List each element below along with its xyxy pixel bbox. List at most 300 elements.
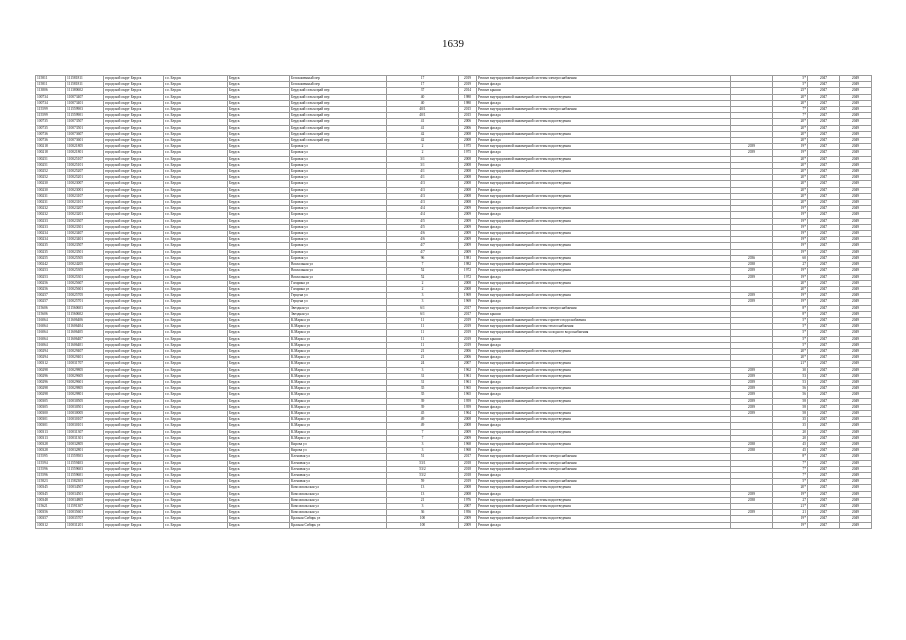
cell-work-type: Ремонт фасада <box>477 212 731 218</box>
cell-work-type: Ремонт фасада <box>477 224 731 230</box>
cell-municipality: городской округ Бердск <box>104 324 164 330</box>
cell-id: 115599 <box>36 107 66 113</box>
cell-rating: 20* <box>773 181 808 187</box>
cell-year-from: 2047 <box>808 504 840 510</box>
cell-code: 110021801 <box>66 150 104 156</box>
cell-street: Боровая ул <box>290 212 387 218</box>
cell-settlement: Бердск <box>228 460 290 466</box>
cell-year-to: 2049 <box>840 497 872 503</box>
cell-settlement: Бердск <box>228 212 290 218</box>
cell-locality-type: г.о. Бердск <box>164 224 228 230</box>
cell-house: 4/3 <box>387 193 459 199</box>
cell-deadline-a: 2039 <box>731 404 773 410</box>
cell-settlement: Бердск <box>228 423 290 429</box>
cell-house: 53/1 <box>387 460 459 466</box>
cell-year-from: 2047 <box>808 392 840 398</box>
cell-year-from: 2047 <box>808 305 840 311</box>
cell-locality-type: г.о. Бердск <box>164 305 228 311</box>
cell-house: 2 <box>387 144 459 150</box>
cell-settlement: Бердск <box>228 268 290 274</box>
cell-rating: 20* <box>773 169 808 175</box>
cell-year-to: 2049 <box>840 231 872 237</box>
cell-municipality: городской округ Бердск <box>104 299 164 305</box>
cell-year-to: 2049 <box>840 367 872 373</box>
cell-year-from: 2047 <box>808 491 840 497</box>
cell-code: 110025201 <box>66 175 104 181</box>
cell-id: 115596 <box>36 473 66 479</box>
cell-settlement: Бердск <box>228 522 290 528</box>
cell-code: 110073507 <box>66 119 104 125</box>
cell-year-to: 2049 <box>840 324 872 330</box>
cell-year-to: 2049 <box>840 330 872 336</box>
cell-id: 100296 <box>36 379 66 385</box>
cell-work-type: Ремонт фасада <box>477 473 731 479</box>
cell-rating: 20* <box>773 94 808 100</box>
cell-municipality: городской округ Бердск <box>104 423 164 429</box>
cell-municipality: городской округ Бердск <box>104 485 164 491</box>
cell-settlement: Бердск <box>228 497 290 503</box>
cell-year-from: 2047 <box>808 317 840 323</box>
cell-deadline-a: 2039 <box>731 491 773 497</box>
cell-municipality: городской округ Бердск <box>104 311 164 317</box>
cell-street: Красная Сибирь ул <box>290 522 387 528</box>
cell-code: 110023101 <box>66 200 104 206</box>
cell-year: 2019 <box>459 479 477 485</box>
cell-year: 2009 <box>459 516 477 522</box>
cell-locality-type: г.о. Бердск <box>164 441 228 447</box>
cell-year-from: 2047 <box>808 150 840 156</box>
cell-year-to: 2049 <box>840 286 872 292</box>
cell-year: 1956 <box>459 510 477 516</box>
cell-id: 100357 <box>36 516 66 522</box>
cell-rating: 20* <box>773 100 808 106</box>
cell-code: 111380602 <box>66 88 104 94</box>
cell-street: Красная Сибирь ул <box>290 516 387 522</box>
cell-year: 2008 <box>459 187 477 193</box>
cell-year: 2017 <box>459 454 477 460</box>
cell-municipality: городской округ Бердск <box>104 181 164 187</box>
cell-id: 100232 <box>36 206 66 212</box>
cell-code: 110025505 <box>66 255 104 261</box>
cell-work-type: Ремонт внутридомовой инженерной системы водоотведения <box>477 386 731 392</box>
cell-street: Комсомольская ул <box>290 491 387 497</box>
cell-rating: 19* <box>773 237 808 243</box>
cell-id: 100235 <box>36 249 66 255</box>
cell-settlement: Бердск <box>228 435 290 441</box>
cell-code: 110035707 <box>66 516 104 522</box>
cell-rating: 19* <box>773 218 808 224</box>
cell-settlement: Бердск <box>228 175 290 181</box>
cell-rating: 7* <box>773 473 808 479</box>
cell-house: 13 <box>387 491 459 497</box>
cell-rating: 5* <box>773 479 808 485</box>
cell-work-type: Ремонт внутридомовой инженерной системы водоотведения <box>477 361 731 367</box>
cell-house: 37 <box>387 88 459 94</box>
cell-street: Комсомольская ул <box>290 485 387 491</box>
cell-year: 2007 <box>459 504 477 510</box>
cell-municipality: городской округ Бердск <box>104 448 164 454</box>
cell-year-to: 2049 <box>840 262 872 268</box>
cell-year-to: 2049 <box>840 293 872 299</box>
cell-year: 2019 <box>459 76 477 82</box>
cell-rating: 20* <box>773 175 808 181</box>
cell-rating: 21* <box>773 504 808 510</box>
cell-year-to: 2049 <box>840 212 872 218</box>
cell-id: 115811 <box>36 82 66 88</box>
cell-locality-type: г.о. Бердск <box>164 367 228 373</box>
cell-street: К.Маркса ул <box>290 392 387 398</box>
cell-id: 100242 <box>36 262 66 268</box>
cell-deadline-a: 2039 <box>731 367 773 373</box>
cell-year-from: 2047 <box>808 162 840 168</box>
cell-work-type: Ремонт внутридомовой инженерной системы водоотведения <box>477 497 731 503</box>
cell-year: 1972 <box>459 268 477 274</box>
cell-code: 110031201 <box>66 522 104 528</box>
cell-year-from: 2047 <box>808 131 840 137</box>
cell-rating: 7* <box>773 466 808 472</box>
cell-deadline-a: 2039 <box>731 299 773 305</box>
cell-municipality: городской округ Бердск <box>104 125 164 131</box>
cell-house: 35 <box>387 392 459 398</box>
cell-code: 110031707 <box>66 361 104 367</box>
cell-work-type: Ремонт внутридомовой инженерной системы водоотведения <box>477 410 731 416</box>
cell-code: 111559603 <box>66 466 104 472</box>
cell-year-from: 2047 <box>808 429 840 435</box>
cell-locality-type: г.о. Бердск <box>164 262 228 268</box>
cell-code: 111606406 <box>66 317 104 323</box>
cell-id: 100300 <box>36 410 66 416</box>
cell-street: К.Маркса ул <box>290 435 387 441</box>
cell-municipality: городской округ Бердск <box>104 497 164 503</box>
cell-deadline-a: 2038 <box>731 497 773 503</box>
cell-code: 110030501 <box>66 404 104 410</box>
cell-rating: 19* <box>773 144 808 150</box>
cell-work-type: Ремонт внутридомовой инженерной системы электроснабжения <box>477 107 731 113</box>
cell-locality-type: г.о. Бердск <box>164 231 228 237</box>
cell-house: 7 <box>387 429 459 435</box>
cell-year-from: 2047 <box>808 169 840 175</box>
cell-house: 21 <box>387 348 459 354</box>
cell-code: 110023401 <box>66 237 104 243</box>
cell-year-from: 2047 <box>808 516 840 522</box>
cell-code: 110073407 <box>66 94 104 100</box>
cell-rating: 20* <box>773 485 808 491</box>
cell-locality-type: г.о. Бердск <box>164 423 228 429</box>
cell-settlement: Бердск <box>228 410 290 416</box>
cell-settlement: Бердск <box>228 454 290 460</box>
cell-code: 111581811 <box>66 76 104 82</box>
registry-table-body <box>36 76 872 529</box>
cell-year-to: 2049 <box>840 113 872 119</box>
cell-work-type: Ремонт крыши <box>477 311 731 317</box>
cell-locality-type: г.о. Бердск <box>164 522 228 528</box>
cell-municipality: городской округ Бердск <box>104 417 164 423</box>
cell-locality-type: г.о. Бердск <box>164 348 228 354</box>
cell-street: Вокзальная ул <box>290 262 387 268</box>
cell-year-to: 2049 <box>840 76 872 82</box>
cell-house: 39 <box>387 398 459 404</box>
cell-locality-type: г.о. Бердск <box>164 76 228 82</box>
cell-year-from: 2047 <box>808 206 840 212</box>
cell-house: 3 <box>387 367 459 373</box>
cell-year: 2019 <box>459 342 477 348</box>
cell-work-type: Ремонт фасада <box>477 522 731 528</box>
cell-code: 110025305 <box>66 268 104 274</box>
cell-street: Комсомольская ул <box>290 504 387 510</box>
cell-locality-type: г.о. Бердск <box>164 311 228 317</box>
cell-year-to: 2049 <box>840 119 872 125</box>
cell-work-type: Ремонт внутридомовой инженерной системы электроснабжения <box>477 479 731 485</box>
cell-year: 1969 <box>459 293 477 299</box>
cell-work-type: Ремонт фасада <box>477 435 731 441</box>
cell-year-from: 2047 <box>808 100 840 106</box>
cell-code: 110073401 <box>66 100 104 106</box>
cell-id: 100256 <box>36 280 66 286</box>
cell-work-type: Ремонт фасада <box>477 342 731 348</box>
cell-year-to: 2049 <box>840 386 872 392</box>
cell-settlement: Бердск <box>228 379 290 385</box>
registry-table <box>35 75 872 529</box>
cell-municipality: городской округ Бердск <box>104 82 164 88</box>
cell-locality-type: г.о. Бердск <box>164 379 228 385</box>
cell-year-from: 2047 <box>808 373 840 379</box>
cell-id: 116064 <box>36 336 66 342</box>
cell-year: 2008 <box>459 200 477 206</box>
cell-locality-type: г.о. Бердск <box>164 162 228 168</box>
cell-settlement: Бердск <box>228 510 290 516</box>
cell-year-from: 2047 <box>808 348 840 354</box>
cell-house: 49 <box>387 417 459 423</box>
cell-year-to: 2049 <box>840 348 872 354</box>
cell-year-to: 2049 <box>840 336 872 342</box>
cell-year-from: 2047 <box>808 224 840 230</box>
cell-deadline-a: 2039 <box>731 398 773 404</box>
cell-year-from: 2047 <box>808 144 840 150</box>
cell-year: 2017 <box>459 305 477 311</box>
cell-municipality: городской округ Бердск <box>104 429 164 435</box>
cell-work-type: Ремонт фасада <box>477 200 731 206</box>
cell-year-from: 2047 <box>808 181 840 187</box>
cell-municipality: городской округ Бердск <box>104 131 164 137</box>
cell-code: 110073607 <box>66 131 104 137</box>
cell-code: 110034507 <box>66 485 104 491</box>
cell-settlement: Бердск <box>228 448 290 454</box>
cell-year-to: 2049 <box>840 317 872 323</box>
cell-settlement: Бердск <box>228 473 290 479</box>
cell-year: 2019 <box>459 317 477 323</box>
cell-locality-type: г.о. Бердск <box>164 361 228 367</box>
cell-work-type: Ремонт фасада <box>477 379 731 385</box>
cell-street: Боровая ул <box>290 243 387 249</box>
cell-settlement: Бердск <box>228 193 290 199</box>
cell-locality-type: г.о. Бердск <box>164 355 228 361</box>
cell-street: Белокаменный пер <box>290 82 387 88</box>
cell-work-type: Ремонт внутридомовой инженерной системы водоотведения <box>477 218 731 224</box>
cell-rating: 27 <box>773 262 808 268</box>
cell-year-from: 2047 <box>808 448 840 454</box>
cell-street: К.Маркса ул <box>290 336 387 342</box>
cell-year: 2008 <box>459 131 477 137</box>
cell-year-to: 2049 <box>840 491 872 497</box>
cell-deadline-a: 2039 <box>731 410 773 416</box>
cell-settlement: Бердск <box>228 441 290 447</box>
cell-year-to: 2049 <box>840 175 872 181</box>
cell-year: 2008 <box>459 286 477 292</box>
cell-settlement: Бердск <box>228 237 290 243</box>
cell-locality-type: г.о. Бердск <box>164 417 228 423</box>
cell-house: 52 <box>387 268 459 274</box>
cell-rating: 19* <box>773 491 808 497</box>
cell-locality-type: г.о. Бердск <box>164 144 228 150</box>
cell-municipality: городской округ Бердск <box>104 76 164 82</box>
cell-work-type: Ремонт крыши <box>477 88 731 94</box>
cell-id: 100294 <box>36 355 66 361</box>
cell-house: 7 <box>387 435 459 441</box>
cell-year-to: 2049 <box>840 243 872 249</box>
cell-year-from: 2047 <box>808 113 840 119</box>
cell-id: 100218 <box>36 144 66 150</box>
cell-year-to: 2049 <box>840 218 872 224</box>
cell-id: 100345 <box>36 491 66 497</box>
cell-locality-type: г.о. Бердск <box>164 286 228 292</box>
cell-year-to: 2049 <box>840 131 872 137</box>
cell-year: 1961 <box>459 373 477 379</box>
cell-work-type: Ремонт внутридомовой инженерной системы водоотведения <box>477 262 731 268</box>
cell-street: Вокзальная ул <box>290 268 387 274</box>
cell-id: 100328 <box>36 448 66 454</box>
cell-deadline-a: 2039 <box>731 510 773 516</box>
cell-code: 111591307 <box>66 504 104 510</box>
cell-municipality: городской округ Бердск <box>104 330 164 336</box>
cell-id: 116064 <box>36 324 66 330</box>
cell-year-to: 2049 <box>840 268 872 274</box>
cell-year-from: 2047 <box>808 200 840 206</box>
cell-municipality: городской округ Бердск <box>104 187 164 193</box>
cell-street: Боровая ул <box>290 200 387 206</box>
cell-locality-type: г.о. Бердск <box>164 410 228 416</box>
cell-house: 3/1 <box>387 162 459 168</box>
cell-work-type: Ремонт фасада <box>477 175 731 181</box>
cell-rating: 20* <box>773 131 808 137</box>
cell-year-to: 2049 <box>840 94 872 100</box>
cell-code: 110021805 <box>66 144 104 150</box>
cell-locality-type: г.о. Бердск <box>164 206 228 212</box>
cell-work-type: Ремонт фасада <box>477 423 731 429</box>
cell-work-type: Ремонт внутридомовой инженерной системы водоотведения <box>477 144 731 150</box>
cell-rating: 5* <box>773 317 808 323</box>
cell-year-from: 2047 <box>808 107 840 113</box>
cell-municipality: городской округ Бердск <box>104 491 164 497</box>
cell-street: Боровая ул <box>290 181 387 187</box>
cell-municipality: городской округ Бердск <box>104 113 164 119</box>
cell-id: 100328 <box>36 441 66 447</box>
cell-municipality: городской округ Бердск <box>104 510 164 516</box>
cell-settlement: Бердск <box>228 88 290 94</box>
cell-year-to: 2049 <box>840 100 872 106</box>
cell-street: К.Маркса ул <box>290 348 387 354</box>
cell-year-from: 2047 <box>808 311 840 317</box>
cell-year: 2006 <box>459 348 477 354</box>
cell-settlement: Бердск <box>228 218 290 224</box>
cell-municipality: городской округ Бердск <box>104 379 164 385</box>
cell-year-from: 2047 <box>808 404 840 410</box>
cell-house: 36 <box>387 510 459 516</box>
cell-work-type: Ремонт фасада <box>477 274 731 280</box>
cell-year: 2018 <box>459 473 477 479</box>
cell-year: 2008 <box>459 485 477 491</box>
cell-settlement: Бердск <box>228 386 290 392</box>
cell-municipality: городской округ Бердск <box>104 249 164 255</box>
cell-work-type: Ремонт внутридомовой инженерной системы электроснабжения <box>477 454 731 460</box>
cell-work-type: Ремонт внутридомовой инженерной системы водоотведения <box>477 348 731 354</box>
cell-year: 2008 <box>459 175 477 181</box>
cell-year-to: 2049 <box>840 311 872 317</box>
cell-locality-type: г.о. Бердск <box>164 386 228 392</box>
cell-work-type: Ремонт внутридомовой инженерной системы водоотведения <box>477 441 731 447</box>
cell-year-to: 2049 <box>840 485 872 491</box>
cell-house: 21 <box>387 355 459 361</box>
cell-locality-type: г.о. Бердск <box>164 119 228 125</box>
cell-house: 11 <box>387 336 459 342</box>
cell-id: 100253 <box>36 268 66 274</box>
cell-year-to: 2049 <box>840 435 872 441</box>
cell-year-from: 2047 <box>808 522 840 528</box>
cell-house: 2 <box>387 286 459 292</box>
cell-locality-type: г.о. Бердск <box>164 107 228 113</box>
cell-work-type: Ремонт внутридомовой инженерной системы водоотведения <box>477 280 731 286</box>
cell-year-to: 2049 <box>840 305 872 311</box>
cell-municipality: городской округ Бердск <box>104 162 164 168</box>
cell-house: 11 <box>387 317 459 323</box>
cell-year-to: 2049 <box>840 516 872 522</box>
cell-id: 100235 <box>36 243 66 249</box>
cell-rating: 21* <box>773 361 808 367</box>
cell-settlement: Бердск <box>228 262 290 268</box>
cell-locality-type: г.о. Бердск <box>164 299 228 305</box>
cell-settlement: Бердск <box>228 243 290 249</box>
cell-year: 2006 <box>459 119 477 125</box>
cell-work-type: Ремонт внутридомовой инженерной системы электроснабжения <box>477 305 731 311</box>
cell-municipality: городской округ Бердск <box>104 100 164 106</box>
cell-id: 100218 <box>36 150 66 156</box>
cell-locality-type: г.о. Бердск <box>164 398 228 404</box>
cell-year-from: 2047 <box>808 330 840 336</box>
cell-settlement: Бердск <box>228 373 290 379</box>
cell-year-to: 2049 <box>840 200 872 206</box>
cell-year: 2009 <box>459 218 477 224</box>
cell-street: Боровая ул <box>290 169 387 175</box>
cell-house: 7 <box>387 262 459 268</box>
cell-settlement: Бердск <box>228 144 290 150</box>
cell-year-from: 2047 <box>808 119 840 125</box>
cell-year-from: 2047 <box>808 274 840 280</box>
cell-year-to: 2049 <box>840 404 872 410</box>
cell-settlement: Бердск <box>228 367 290 373</box>
cell-code: 110035601 <box>66 510 104 516</box>
cell-year: 2015 <box>459 113 477 119</box>
cell-municipality: городской округ Бердск <box>104 398 164 404</box>
cell-code: 110025207 <box>66 169 104 175</box>
cell-street: Кленовая ул <box>290 460 387 466</box>
cell-house: 4/1 <box>387 175 459 181</box>
cell-house: 24 <box>387 361 459 367</box>
cell-street: К.Маркса ул <box>290 404 387 410</box>
cell-id: 100301 <box>36 423 66 429</box>
cell-settlement: Бердск <box>228 299 290 305</box>
cell-year: 1962 <box>459 367 477 373</box>
cell-deadline-a: 2039 <box>731 392 773 398</box>
cell-street: К.Маркса ул <box>290 317 387 323</box>
